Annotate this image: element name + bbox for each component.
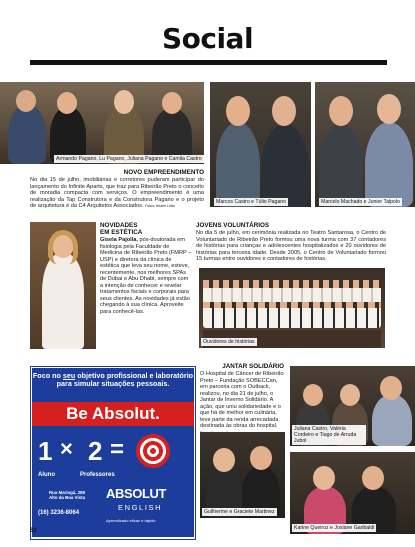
photo-marcelo-junior	[315, 82, 415, 207]
article-text: No dia 15 de julho, imobiliárias e corretores puderam participar do lançamento do Infinite Aparts, que traz para Ribeirão Preto o conceito de moradia compacta com serviços. O empreendimento é uma realização da Tap Construtora e da Construtora Pagano e o projeto de arquitetura é da C4 Arquitetos Associados.	[30, 177, 204, 209]
photo-caption: Marcos Castro e Túlio Pagano	[216, 199, 286, 205]
photo-pagano-family	[0, 82, 204, 164]
ad-headline-text: objetivo profissional e laboratório para simular situações pessoais.	[56, 371, 194, 389]
article-heading-line: NOVIDADES	[100, 222, 138, 229]
article-heading-line: EM ESTÉTICA	[100, 229, 143, 236]
article-person-name: Gisela Pajolla,	[100, 237, 138, 243]
photo-gisela	[30, 222, 96, 349]
page-title: Social	[161, 22, 254, 55]
ad-body	[32, 426, 194, 537]
title-rule	[30, 60, 387, 65]
page-number: 62	[30, 528, 37, 534]
ad-tagline: Aprendizado eficaz e rápido	[106, 518, 156, 523]
article-heading: JOVENS VOLUNTÁRIOS	[196, 222, 270, 229]
ad-times-sign: ×	[60, 436, 73, 461]
ad-phone: (16) 3236-8064	[38, 510, 80, 516]
ad-number-one: 1	[38, 436, 53, 466]
article-heading	[100, 222, 190, 236]
ad-address	[36, 490, 98, 501]
ad-label-student: Aluno	[38, 472, 55, 478]
article-text: pós-doutorada em fisiologia pela Faculdade de Medicina de Ribeirão Preto (FMRP – USP) e diretora da clínica de estética que leva seu nome, esteve, recentemente, nos melhores SPAs de Dubai e Abu Dhabi, sempre com a intenção de conhecer e revelar tratamentos faciais e corporais para seus clientes. As novidades já estão chegando à sua clínica. Aproveite para conhecê-las.	[100, 237, 192, 315]
target-icon	[136, 434, 170, 468]
ad-brand-sub: ENGLISH	[118, 503, 163, 512]
photo-ouvidores	[199, 268, 385, 348]
ad-address-line: Alto da Boa Vista	[48, 495, 86, 501]
article-heading: NOVO EMPREENDIMENTO	[123, 169, 204, 176]
ad-headline	[32, 368, 194, 402]
photo-caption: Ouvidores de histórias	[203, 339, 255, 345]
ad-headline-text: Foco no	[32, 371, 63, 380]
photo-caption: Guilherme e Graciete Martinez	[204, 509, 275, 515]
article-body	[100, 237, 192, 315]
article-body	[30, 177, 204, 210]
ad-headline-emphasis: seu	[62, 371, 76, 380]
photo-caption: Armando Pagano, Lu Pagano, Juliana Pagano e Camila Castro	[56, 156, 202, 162]
ad-label-teachers: Professores	[80, 472, 115, 478]
photo-caption: Juliana Castro, Valéria Cordeiro e Tiago de Arruda Jubol	[292, 425, 366, 445]
ad-number-two: 2	[88, 436, 103, 466]
photo-credit: Fotos: Ibraim Leão	[145, 204, 176, 208]
photo-guilherme-graciete	[200, 432, 285, 518]
article-body: No dia 5 de julho, em cerimônia realizada no Teatro Santarosa, o Centro de Voluntariado de Ribeirão Preto formou uma nova turma com 37 contadores de histórias para crianças e adolescentes hospitalizados e 20 ouvidores de histórias para terceira idade. Desde 2005, o Centro de Voluntariado formou 15 turmas entre ouvidores e contadores de histórias.	[196, 230, 386, 262]
ad-address-line: Rua Maringá, 289	[48, 490, 86, 495]
article-text: O Hospital de Câncer de Ribeirão Preto – Fundação SOBECCan, em parceria com o Outback, realizou, no dia 21 de julho, o Jantar de Inverno Solidário. A ação, que uniu solidariedade e o que há de melhor em culinária, teve parte da renda arrecadada destinada às obras do hospital.	[200, 371, 284, 429]
ad-brand: ABSOLUT	[106, 486, 167, 501]
absolut-english-ad[interactable]	[30, 366, 196, 540]
photo-caption: Marcelo Machado e Junior Talpolo	[321, 199, 400, 205]
ad-equals-sign: =	[110, 436, 125, 463]
photo-karine-josiane	[290, 452, 415, 534]
photo-marcos-tulio	[210, 82, 311, 207]
article-body	[200, 371, 284, 436]
ad-slogan: Be Absolut.	[32, 402, 194, 426]
photo-caption: Karine Queiroz e Josiane Garibaldi	[294, 525, 375, 531]
article-heading: JANTAR SOLIDÁRIO	[222, 363, 284, 370]
photo-juliana-valeria-tiago	[290, 366, 415, 446]
